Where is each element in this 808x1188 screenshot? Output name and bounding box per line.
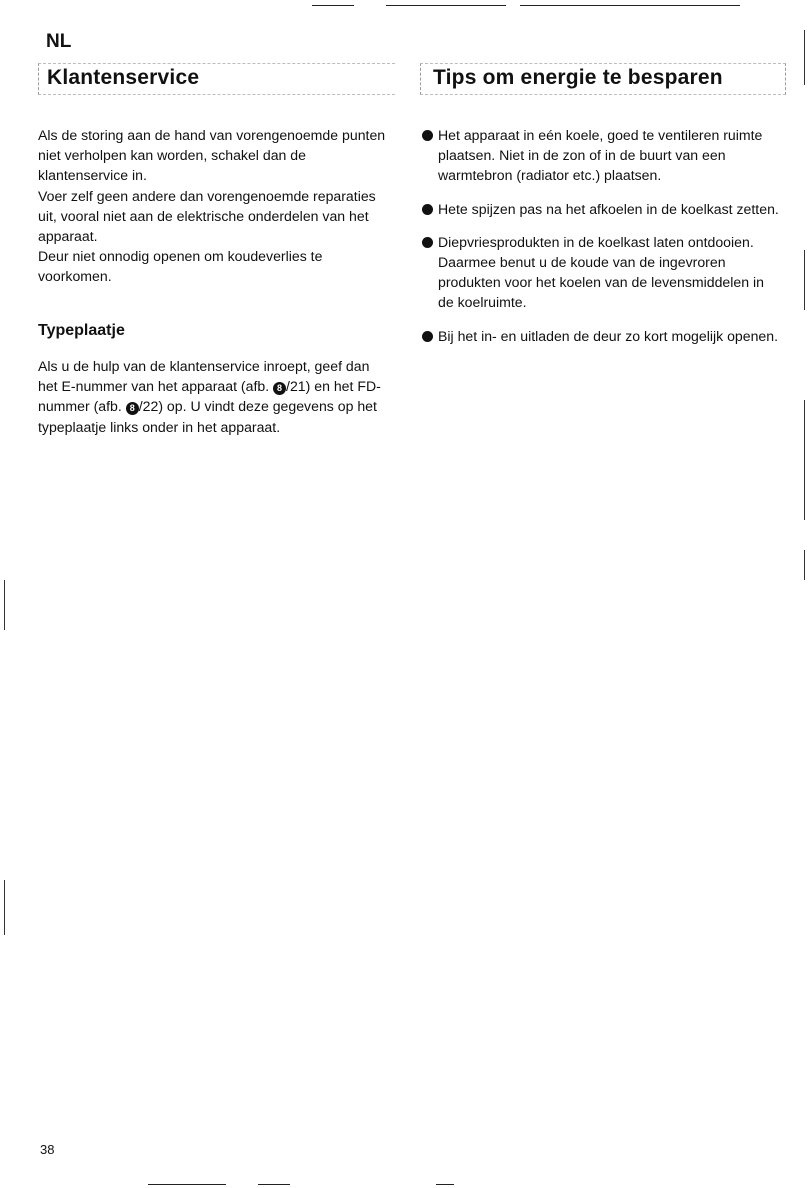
edge-line [804,250,805,310]
edge-line [804,550,805,580]
typeplate-paragraph [38,356,390,437]
language-marker: NL [46,31,72,52]
edge-line [804,400,805,520]
bullet-icon [422,237,433,248]
figure-number-icon: 8 [126,402,139,415]
tip-text: Diepvriesprodukten in de koelkast laten ontdooien. Daarmee benut u de koude van de ingevroren produkten voor het koelen van de levensmiddelen in de koelruimte. [438,233,764,311]
edge-line [4,580,5,630]
typeplate-text-1: Als u de hulp van de klantenservice inroept, geef dan het E-nummer van het apparaat (afb. [38,358,370,395]
tip-text: Bij het in- en uitladen de deur zo kort mogelijk openen. [438,327,779,344]
bottom-rule [436,1184,454,1185]
service-text [38,125,390,287]
top-rule [520,5,740,6]
tip-item [422,125,782,186]
edge-line [804,30,805,85]
tip-text: Hete spijzen pas na het afkoelen in de koelkast zetten. [438,200,779,217]
typeplate-ref-2: /22) op. U vindt deze gegevens op het typeplaatje links onder in het apparaat. [38,398,377,435]
bullet-icon [422,130,433,141]
subheading-typeplaatje: Typeplaatje [38,322,125,339]
top-rule [312,5,354,6]
heading-klantenservice: Klantenservice [38,63,395,95]
service-paragraph: Voer zelf geen andere dan vorengenoemde reparaties uit, vooral niet aan de elektrische onderdelen van het apparaat. [38,187,376,245]
top-rule [386,5,506,6]
energy-tips-list [422,125,782,359]
edge-line [4,880,5,935]
bullet-icon [422,331,433,342]
page-number: 38 [40,1142,55,1157]
bottom-rule [148,1184,226,1185]
bullet-icon [422,204,433,215]
tip-item [422,326,782,346]
bottom-rule [258,1184,290,1185]
tip-item [422,199,782,219]
heading-energy-tips: Tips om energie te besparen [420,63,786,95]
figure-number-icon: 8 [273,382,286,395]
typeplate-ref-1: /21) en het FD-nummer (afb. [38,378,381,415]
tip-text: Het apparaat in eén koele, goed te ventileren ruimte plaatsen. Niet in de zon of in de buurt van een warmtebron (radiator etc.) plaatsen. [438,127,763,184]
tip-item [422,232,782,313]
service-paragraph: Als de storing aan de hand van vorengenoemde punten niet verholpen kan worden, schakel dan de klantenservice in. [38,127,386,184]
service-paragraph: Deur niet onnodig openen om koudeverlies te voorkomen. [38,248,323,285]
typeplate-text [38,356,390,437]
